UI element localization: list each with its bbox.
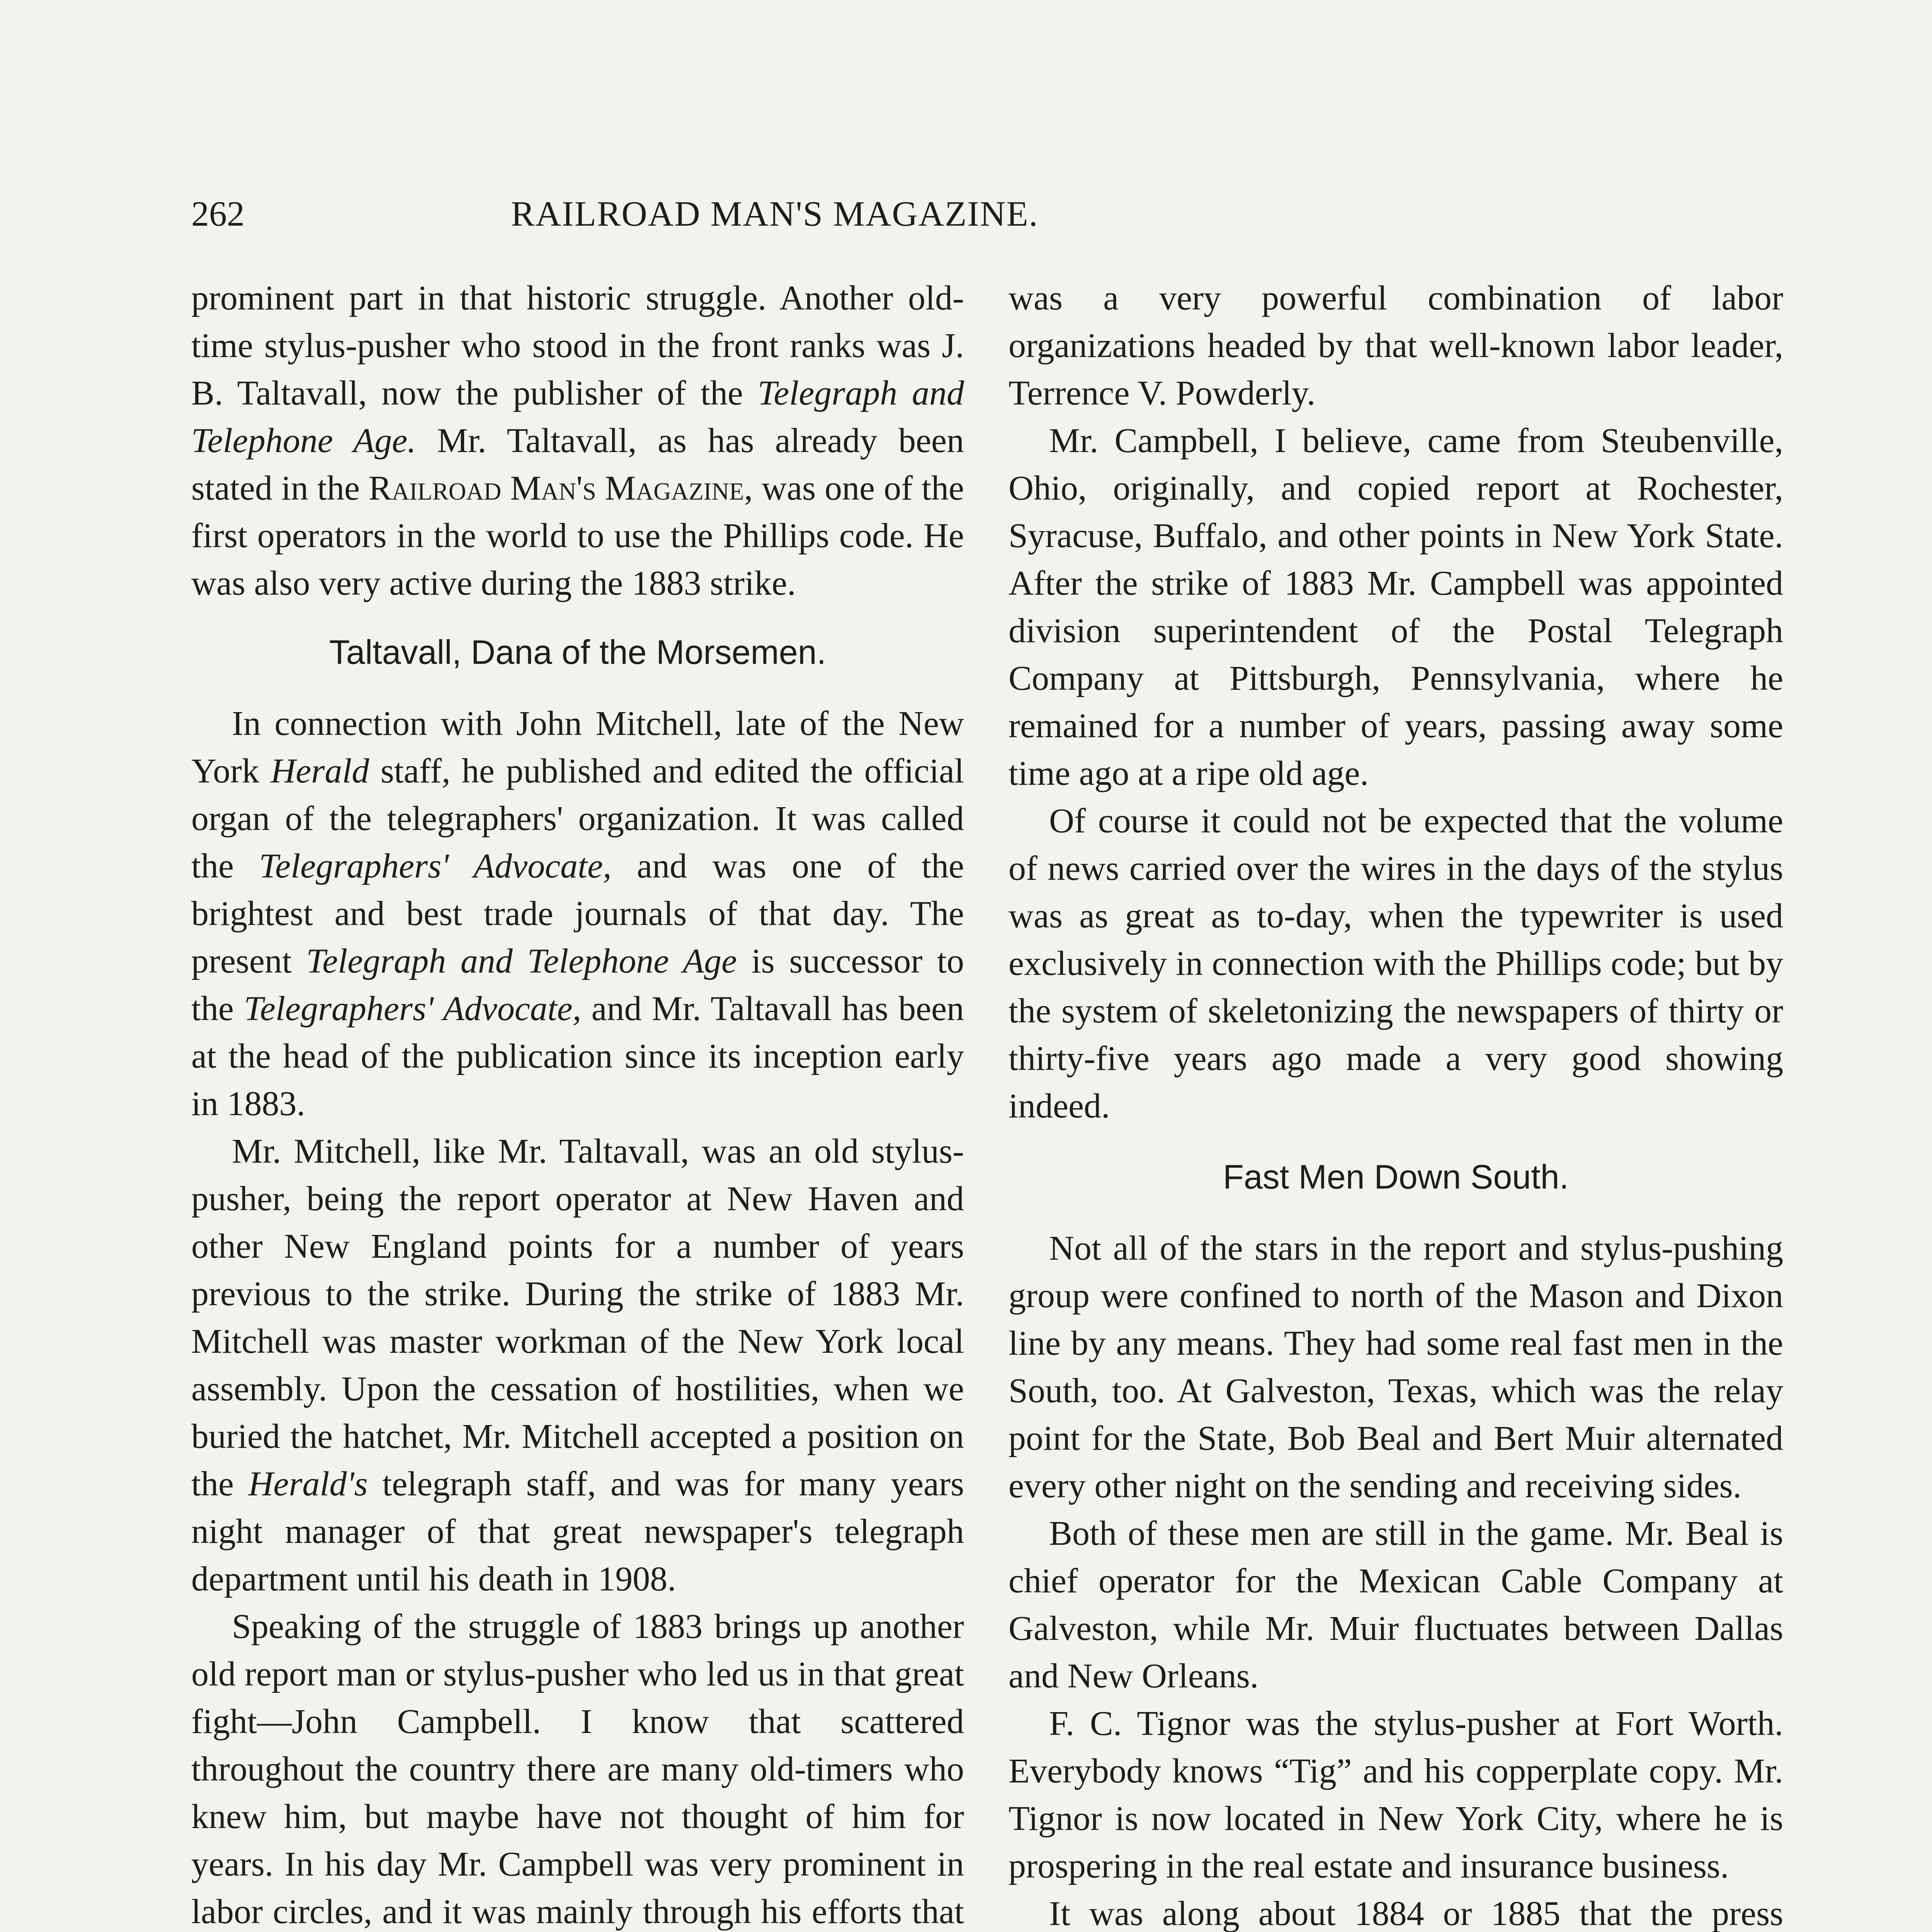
page-header [191,182,1358,236]
running-title: RAILROAD MAN'S MAGAZINE. [511,194,1039,233]
section-heading-fast-men: Fast Men Down South. [1223,1158,1569,1196]
left-paragraph-4: Speaking of the struggle of 1883 brings up another old report man or stylus-pusher who led us in that great fight—John Campbell. I know that scattered throughout the country there are many old-timers who knew him, but maybe have not thought of him for years. In his day Mr. Campbell was very prominent in labor circles, and it was mainly through his efforts that [191,1607,964,1931]
right-paragraph-5: Both of these men are still in the game. Mr. Beal is chief operator for the Mexican Cable Company at Galveston, while Mr. Muir fluctuates between Dallas and New Orleans. [1009,1514,1783,1695]
left-paragraph-1: prominent part in that historic struggle. Another old-time stylus-pusher who stood in the front ranks was J. B. Taltavall, now the publisher of the Telegraph and Telephone Age. Mr. Taltavall, as has already been stated in the Railroad Man's Magazine, was one of the first operators in the world to use the Phillips code. He was also very active during the 1883 strike. [191,279,964,602]
section-heading-taltavall: Taltavall, Dana of the Morsemen. [329,633,827,671]
right-paragraph-3: Of course it could not be expected that the volume of news carried over the wires in the days of the stylus was as great as to-day, when the typewriter is used exclusively in connection with the Phillips code; but by the system of skeletonizing the newspapers of thirty or thirty-five years ago made a very good showing indeed. [1009,802,1783,1125]
left-paragraph-2: In connection with John Mitchell, late of the New York Herald staff, he published and edited the official organ of the telegraphers' organization. It was called the Telegraphers' Advocate, and was one of the brightest and best trade journals of that day. The present Telegraph and Telephone Age is successor to the Telegraphers' Advocate, and Mr. Taltavall has been at the head of the publication since its inception early in 1883. [191,704,964,1123]
right-paragraph-6: F. C. Tignor was the stylus-pusher at Fort Worth. Everybody knows “Tig” and his copperplate copy. Mr. Tignor is now located in New York City, where he is prospering in the real estate and insurance business. [1009,1704,1783,1885]
right-paragraph-4: Not all of the stars in the report and stylus-pushing group were confined to north of the Mason and Dixon line by any means. They had some real fast men in the South, too. At Galveston, Texas, which was the relay point for the State, Bob Beal and Bert Muir alternated every other night on the sending and receiving sides. [1009,1229,1783,1505]
right-paragraph-7: It was along about 1884 or 1885 that the press [1049,1895,1783,1932]
left-column [191,274,964,1932]
left-paragraph-3: Mr. Mitchell, like Mr. Taltavall, was an old stylus-pusher, being the report operator at New Haven and other New England points for a number of years previous to the strike. During the strike of 1883 Mr. Mitchell was master workman of the New York local assembly. Upon the cessation of hostilities, when we buried the hatchet, Mr. Mitchell accepted a position on the Herald's telegraph staff, and was for many years night manager of that great newspaper's telegraph department until his death in 1908. [191,1132,964,1598]
right-paragraph-2: Mr. Campbell, I believe, came from Steubenville, Ohio, originally, and copied report at Rochester, Syracuse, Buffalo, and other points in New York State. After the strike of 1883 Mr. Campbell was appointed division superintendent of the Postal Telegraph Company at Pittsburgh, Pennsylvania, where he remained for a number of years, passing away some time ago at a ripe old age. [1009,422,1783,793]
page-number: 262 [191,194,245,233]
right-column [1009,274,1783,1932]
right-paragraph-1: was a very powerful combination of labor organizations headed by that well-known labor leader, Terrence V. Powderly. [1009,279,1783,412]
